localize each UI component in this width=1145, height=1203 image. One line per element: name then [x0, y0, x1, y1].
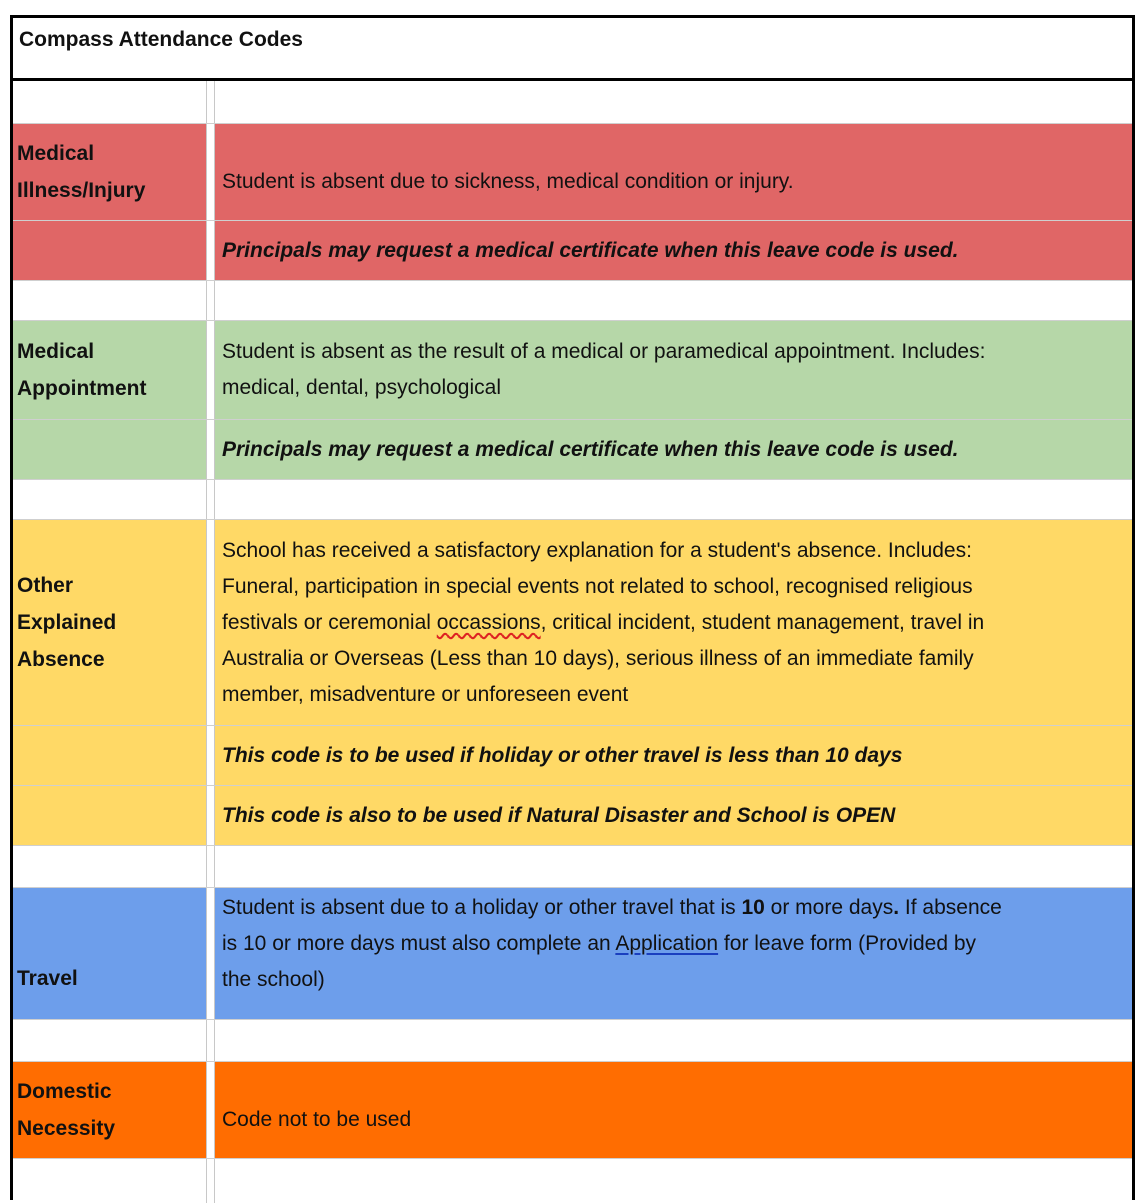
description-fragment: If absence [899, 896, 1002, 919]
column-divider [206, 420, 215, 479]
description-line [222, 926, 1128, 962]
column-divider [206, 520, 215, 725]
attendance-codes-table [10, 15, 1135, 1200]
code-label-line: Medical [17, 142, 95, 165]
description-line: School has received a satisfactory explanation for a student's absence. Includes: [222, 538, 972, 562]
code-label-line: Other [17, 574, 74, 597]
bold-fragment: . [893, 896, 900, 919]
description-line: the school) [222, 968, 325, 991]
description-line [222, 605, 1128, 641]
column-divider [206, 846, 215, 887]
code-note: This code is also to be used if Natural Disaster and School is OPEN [222, 803, 896, 827]
code-row-domestic-necessity [13, 1062, 1132, 1159]
column-divider [206, 786, 215, 845]
description-line [222, 890, 1128, 926]
code-description: Student is absent due to sickness, medical condition or injury. [222, 170, 794, 193]
column-divider [206, 81, 215, 123]
code-row-medical-illness [13, 124, 1132, 221]
code-label-line: Medical [17, 340, 95, 363]
code-description: Code not to be used [222, 1108, 412, 1131]
bold-fragment: 10 [741, 896, 765, 919]
description-line: Funeral, participation in special events not related to school, recognised religious [222, 574, 973, 598]
code-row-travel [13, 888, 1132, 1020]
code-label-line: Travel [17, 967, 78, 990]
column-divider [206, 281, 215, 320]
code-label [13, 520, 206, 725]
code-label [13, 1062, 206, 1158]
code-label-line: Explained [17, 611, 117, 634]
spacer-row [13, 846, 1132, 888]
table-title-row [13, 18, 1132, 81]
code-label [13, 321, 206, 419]
column-divider [206, 321, 215, 419]
description-fragment: or more days [764, 896, 894, 919]
code-label [13, 124, 206, 220]
column-divider [206, 1159, 215, 1203]
spacer-row [13, 81, 1132, 124]
description-line: Student is absent as the result of a medical or paramedical appointment. Includes: [222, 340, 986, 363]
code-label-line: Absence [17, 648, 105, 671]
code-description [222, 520, 1128, 725]
code-note: Principals may request a medical certificate when this leave code is used. [222, 238, 959, 262]
description-fragment: for leave form (Provided by [718, 932, 977, 955]
code-label-line: Necessity [17, 1117, 116, 1140]
code-label [13, 960, 206, 1019]
code-note-row [13, 221, 1132, 281]
code-note-row [13, 726, 1132, 786]
column-divider [206, 480, 215, 519]
description-fragment: is 10 or more days must also complete an [222, 932, 616, 955]
column-divider [206, 1020, 215, 1061]
column-divider [206, 1062, 215, 1158]
code-row-other-explained-absence [13, 520, 1132, 726]
code-description [222, 321, 1128, 419]
spacer-row [13, 281, 1132, 321]
description-line: Australia or Overseas (Less than 10 days), serious illness of an immediate family [222, 646, 974, 670]
spellcheck-word: occassions [436, 610, 541, 634]
column-divider [206, 221, 215, 280]
application-link[interactable]: Application [615, 932, 719, 955]
code-row-medical-appointment [13, 321, 1132, 420]
code-label-line: Domestic [17, 1080, 112, 1103]
code-label-line: Appointment [17, 377, 147, 400]
code-note: Principals may request a medical certificate when this leave code is used. [222, 437, 959, 461]
column-divider [206, 124, 215, 220]
description-fragment: Student is absent due to a holiday or other travel that is [222, 896, 742, 919]
code-description [222, 890, 1128, 1019]
code-note-row [13, 786, 1132, 846]
description-line: member, misadventure or unforeseen event [222, 682, 629, 706]
column-divider [206, 888, 215, 1019]
code-label-line: Illness/Injury [17, 179, 146, 202]
spacer-row [13, 480, 1132, 520]
description-fragment: , critical incident, student management, travel in [540, 610, 985, 634]
spacer-row [13, 1020, 1132, 1062]
code-note-row [13, 420, 1132, 480]
column-divider [206, 726, 215, 785]
code-note: This code is to be used if holiday or other travel is less than 10 days [222, 743, 903, 767]
description-line: medical, dental, psychological [222, 376, 501, 399]
description-fragment: festivals or ceremonial [222, 610, 437, 634]
table-title: Compass Attendance Codes [19, 28, 303, 51]
spacer-row [13, 1159, 1132, 1203]
